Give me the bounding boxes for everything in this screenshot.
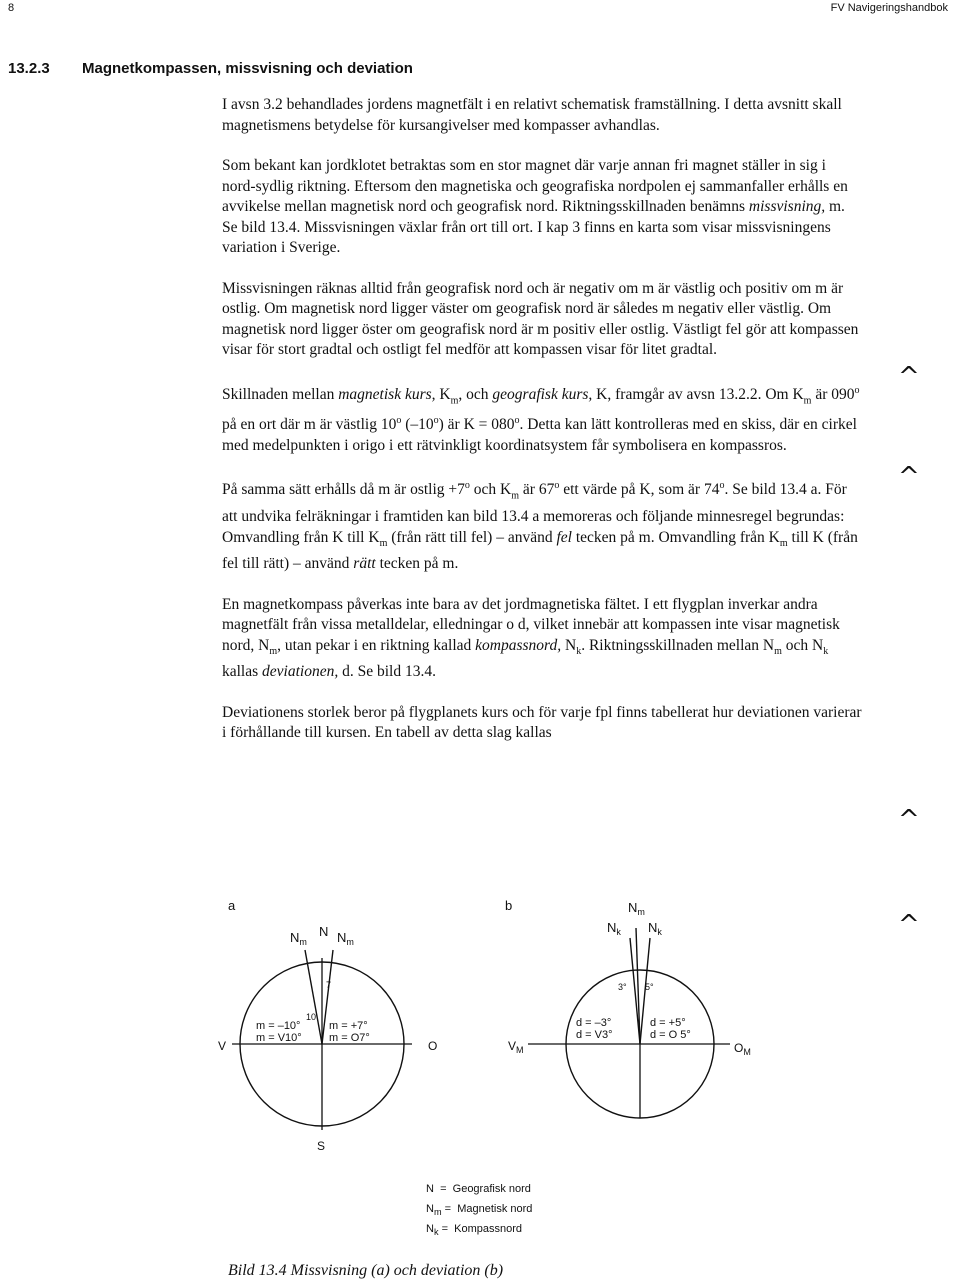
page-number: 8 xyxy=(8,2,15,14)
legend-row-geografisk: N = Geografisk nord xyxy=(426,1183,531,1195)
paragraph-7: Deviationens storlek beror på flygplanets kurs och för varje fpl finns tabellerat hur deviationen varierar i förhållande till kursen. En tabell av detta slag kallas xyxy=(222,703,862,742)
panel-a-nm-right-label: $N_m$ xyxy=(337,930,354,947)
paragraph-3: Missvisningen räknas alltid från geografisk nord och är negativ om m är västlig och positiv om m är ostlig. Om magnetisk nord ligger väster om geografisk nord är således m negativ eller västlig. Om magnetisk nord ligger öster om geografisk nord är m positiv eller ostlig. Västligt fel gör att kompassen visar för stort gradtal och ostligt fel medför att kompassen visar för litet gradtal. xyxy=(222,279,859,358)
panel-a xyxy=(218,898,437,1153)
panel-a-west-label: V xyxy=(218,1039,227,1053)
panel-b-angle-right: 5° xyxy=(645,982,654,992)
paragraph-4: Skillnaden mellan magnetisk kurs, $K_m$, och geografisk kurs, K, framgår av avsn 13.2.2. Om $K_m$ är 090$^o$ på en ort där m är västlig 10$^o$ (–10$^o$) är $K = 080^o$. Detta kan lätt kontrolleras med en skiss, där en cirkel med medelpunkten i origo i ett rätvinkligt koordinatsystem får symbolisera en kompassros. xyxy=(222,384,860,454)
panel-a-box-right-2: m = O7° xyxy=(329,1032,370,1044)
panel-b-angle-left: 3° xyxy=(618,982,627,992)
paragraph-6: En magnetkompass påverkas inte bara av det jordmagnetiska fältet. I ett flygplan inverkar andra magnetfält från vissa metalldelar, elledningar o d, vilket innebär att kompassen inte visar magnetisk nord, $N_m$, utan pekar i en riktning kallad kompassnord, $N_k$. Riktningsskillnaden mellan $N_m$ och $N_k$ kallas deviationen, d. Se bild 13.4. xyxy=(222,595,840,681)
panel-a-angle-right: 7 xyxy=(326,980,332,990)
figure-caption: Bild 13.4 Missvisning (a) och deviation (b) xyxy=(228,1262,504,1279)
legend-row-kompassnord: $N_k$ = Kompassnord xyxy=(426,1223,523,1238)
margin-caret-mark: ^ xyxy=(898,362,920,392)
panel-a-box-left-1: m = –10° xyxy=(256,1020,301,1032)
panel-b-box-right-1: d = +5° xyxy=(650,1017,686,1029)
panel-b-nk-right-label: $N_k$ xyxy=(648,920,662,937)
paragraph-5: På samma sätt erhålls då m är ostlig $+7^o$ och $K_m$ är 67$^o$ ett värde på K, som är 74$^o$. Se bild 13.4 a. För att undvika felräkningar i framtiden kan bild 13.4 a memoreras och följande minnesregel begrundas: Omvandling från K till $K_m$ (från rätt till fel) – använd fel tecken på m. Omvandling från $K_m$ till K (från fel till rätt) – använd rätt tecken på m. xyxy=(222,480,858,573)
panel-a-n-label: N xyxy=(319,924,329,939)
panel-a-angle-left: 10 xyxy=(306,1012,317,1022)
panel-a-box-right-1: m = +7° xyxy=(329,1020,368,1032)
panel-a-nm-left-label: $N_m$ xyxy=(290,930,307,947)
paragraph-2: Som bekant kan jordklotet betraktas som en stor magnet där varje annan fri magnet ställer in sig i nord-sydlig riktning. Eftersom den magnetiska och geografiska nordpolen ej sammanfaller erhålls en avvikelse mellan magnetisk nord och geografisk nord. Riktningsskillnaden benämns missvisning, m. Se bild 13.4. Missvisningen växlar från ort till ort. I kap 3 finns en karta som visar missvisningens variation i Sverige. xyxy=(222,157,848,256)
panel-b-box-left-1: d = –3° xyxy=(576,1017,612,1029)
panel-b-nk-left-label: $N_k$ xyxy=(607,920,621,937)
panel-a-east-label: O xyxy=(428,1039,438,1053)
panel-a-label: a xyxy=(228,898,236,913)
running-title: FV Navigeringshandbok xyxy=(830,2,948,14)
section-number: 13.2.3 xyxy=(8,60,50,77)
panel-a-nm-west-line xyxy=(305,950,322,1044)
legend-row-magnetisk: $N_m$ = Magnetisk nord xyxy=(426,1203,533,1218)
panel-b xyxy=(505,898,751,1118)
section-title: Magnetkompassen, missvisning och deviation xyxy=(82,60,413,77)
panel-b-box-left-2: d = V3° xyxy=(576,1029,613,1041)
panel-a-south-label: S xyxy=(317,1139,326,1153)
panel-b-west-label: $V_M$ xyxy=(508,1039,524,1055)
margin-caret-mark: ^ xyxy=(898,805,920,835)
panel-b-label: b xyxy=(505,898,513,913)
paragraph-1: I avsn 3.2 behandlades jordens magnetfält i en relativt schematisk framställning. I detta avsnitt skall magnetismens betydelse för kursangivelser med kompasser avhandlas. xyxy=(222,96,842,134)
margin-caret-mark: ^ xyxy=(898,462,920,492)
margin-caret-mark: ^ xyxy=(898,910,920,940)
body-text xyxy=(222,95,862,744)
panel-b-box-right-2: d = O 5° xyxy=(650,1029,691,1041)
panel-b-nm-label: $N_m$ xyxy=(628,900,645,917)
panel-a-box-left-2: m = V10° xyxy=(256,1032,302,1044)
panel-b-east-label: $O_M$ xyxy=(734,1041,751,1057)
